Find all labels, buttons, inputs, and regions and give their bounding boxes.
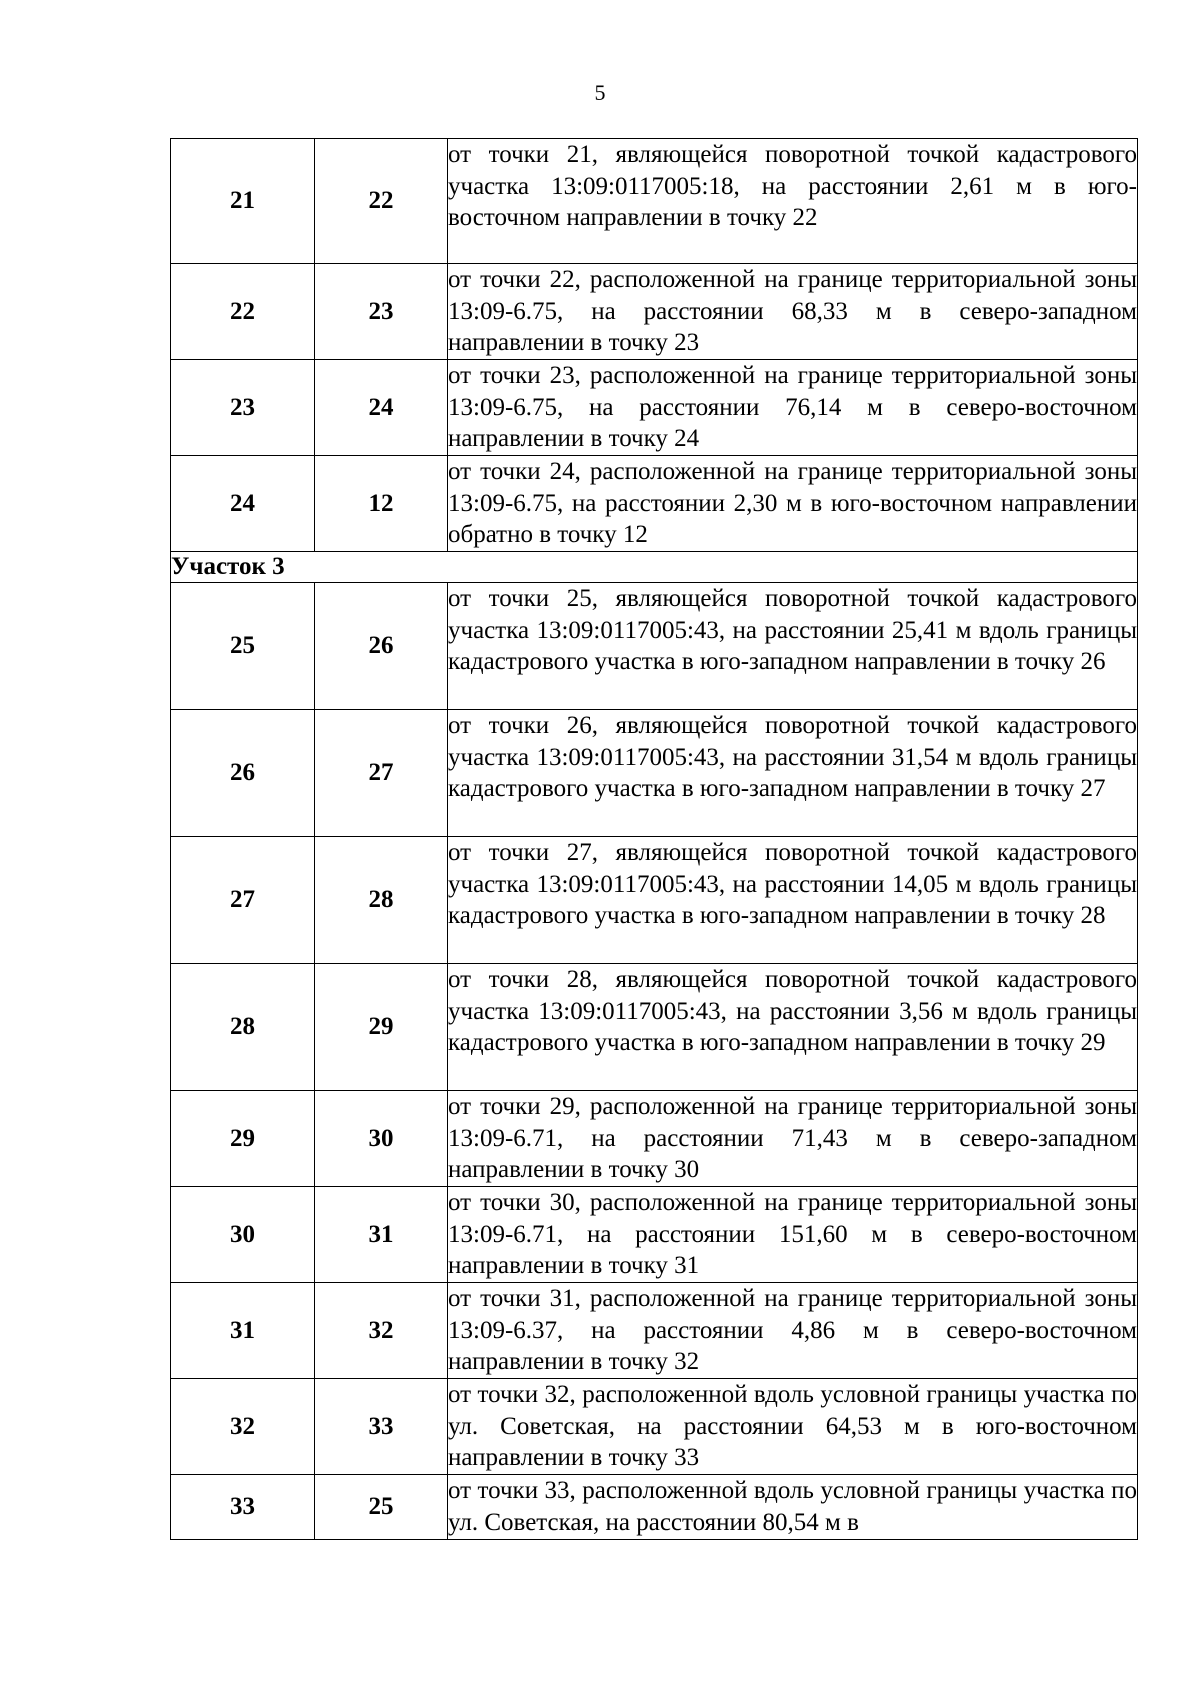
from-point-cell: 21 <box>171 139 315 264</box>
to-point-cell: 23 <box>315 264 448 360</box>
to-point-cell: 33 <box>315 1379 448 1475</box>
segment-description-cell: от точки 28, являющейся поворотной точкой кадастрового участка 13:09:0117005:43, на расстоянии 3,56 м вдоль границы кадастрового участка в юго-западном направлении в точку 29 <box>448 964 1138 1091</box>
to-point-cell: 25 <box>315 1475 448 1540</box>
to-point-cell: 12 <box>315 456 448 552</box>
to-point-cell: 27 <box>315 710 448 837</box>
to-point-cell: 29 <box>315 964 448 1091</box>
segment-description-cell: от точки 32, расположенной вдоль условной границы участка по ул. Советская, на расстоянии 64,53 м в юго-восточном направлении в точку 33 <box>448 1379 1138 1475</box>
table-body <box>171 139 1138 1540</box>
from-point-cell: 22 <box>171 264 315 360</box>
boundary-description-table <box>170 138 1138 1540</box>
page-number: 5 <box>594 80 606 105</box>
to-point-cell: 31 <box>315 1187 448 1283</box>
segment-description-cell: от точки 25, являющейся поворотной точкой кадастрового участка 13:09:0117005:43, на расстоянии 25,41 м вдоль границы кадастрового участка в юго-западном направлении в точку 26 <box>448 583 1138 710</box>
from-point-cell: 24 <box>171 456 315 552</box>
to-point-cell: 26 <box>315 583 448 710</box>
section-header-row <box>171 552 1138 583</box>
segment-description-cell: от точки 27, являющейся поворотной точкой кадастрового участка 13:09:0117005:43, на расстоянии 14,05 м вдоль границы кадастрового участка в юго-западном направлении в точку 28 <box>448 837 1138 964</box>
section-title: Участок 3 <box>171 552 1138 583</box>
table-row <box>171 1283 1138 1379</box>
segment-description-cell: от точки 24, расположенной на границе территориальной зоны 13:09-6.75, на расстоянии 2,30 м в юго-восточном направлении обратно в точку 12 <box>448 456 1138 552</box>
from-point-cell: 25 <box>171 583 315 710</box>
segment-description-cell: от точки 29, расположенной на границе территориальной зоны 13:09-6.71, на расстоянии 71,43 м в северо-западном направлении в точку 30 <box>448 1091 1138 1187</box>
segment-description-cell: от точки 22, расположенной на границе территориальной зоны 13:09-6.75, на расстоянии 68,33 м в северо-западном направлении в точку 23 <box>448 264 1138 360</box>
table-row <box>171 1379 1138 1475</box>
table-row <box>171 964 1138 1091</box>
table-row <box>171 710 1138 837</box>
table-row <box>171 456 1138 552</box>
table-row <box>171 1187 1138 1283</box>
table-row <box>171 583 1138 710</box>
from-point-cell: 32 <box>171 1379 315 1475</box>
segment-description-cell: от точки 21, являющейся поворотной точкой кадастрового участка 13:09:0117005:18, на расстоянии 2,61 м в юго-восточном направлении в точку 22 <box>448 139 1138 264</box>
to-point-cell: 28 <box>315 837 448 964</box>
from-point-cell: 23 <box>171 360 315 456</box>
segment-description-cell: от точки 31, расположенной на границе территориальной зоны 13:09-6.37, на расстоянии 4,86 м в северо-восточном направлении в точку 32 <box>448 1283 1138 1379</box>
table-row <box>171 837 1138 964</box>
from-point-cell: 29 <box>171 1091 315 1187</box>
from-point-cell: 28 <box>171 964 315 1091</box>
segment-description-cell: от точки 23, расположенной на границе территориальной зоны 13:09-6.75, на расстоянии 76,14 м в северо-восточном направлении в точку 24 <box>448 360 1138 456</box>
from-point-cell: 26 <box>171 710 315 837</box>
to-point-cell: 30 <box>315 1091 448 1187</box>
from-point-cell: 30 <box>171 1187 315 1283</box>
from-point-cell: 33 <box>171 1475 315 1540</box>
table-row <box>171 1091 1138 1187</box>
to-point-cell: 24 <box>315 360 448 456</box>
segment-description-cell: от точки 30, расположенной на границе территориальной зоны 13:09-6.71, на расстоянии 151,60 м в северо-восточном направлении в точку 31 <box>448 1187 1138 1283</box>
from-point-cell: 27 <box>171 837 315 964</box>
to-point-cell: 22 <box>315 139 448 264</box>
table-row <box>171 360 1138 456</box>
from-point-cell: 31 <box>171 1283 315 1379</box>
table-row <box>171 264 1138 360</box>
segment-description-cell: от точки 26, являющейся поворотной точкой кадастрового участка 13:09:0117005:43, на расстоянии 31,54 м вдоль границы кадастрового участка в юго-западном направлении в точку 27 <box>448 710 1138 837</box>
table-row <box>171 1475 1138 1540</box>
table-row <box>171 139 1138 264</box>
to-point-cell: 32 <box>315 1283 448 1379</box>
segment-description-cell: от точки 33, расположенной вдоль условной границы участка по ул. Советская, на расстоянии 80,54 м в <box>448 1475 1138 1540</box>
